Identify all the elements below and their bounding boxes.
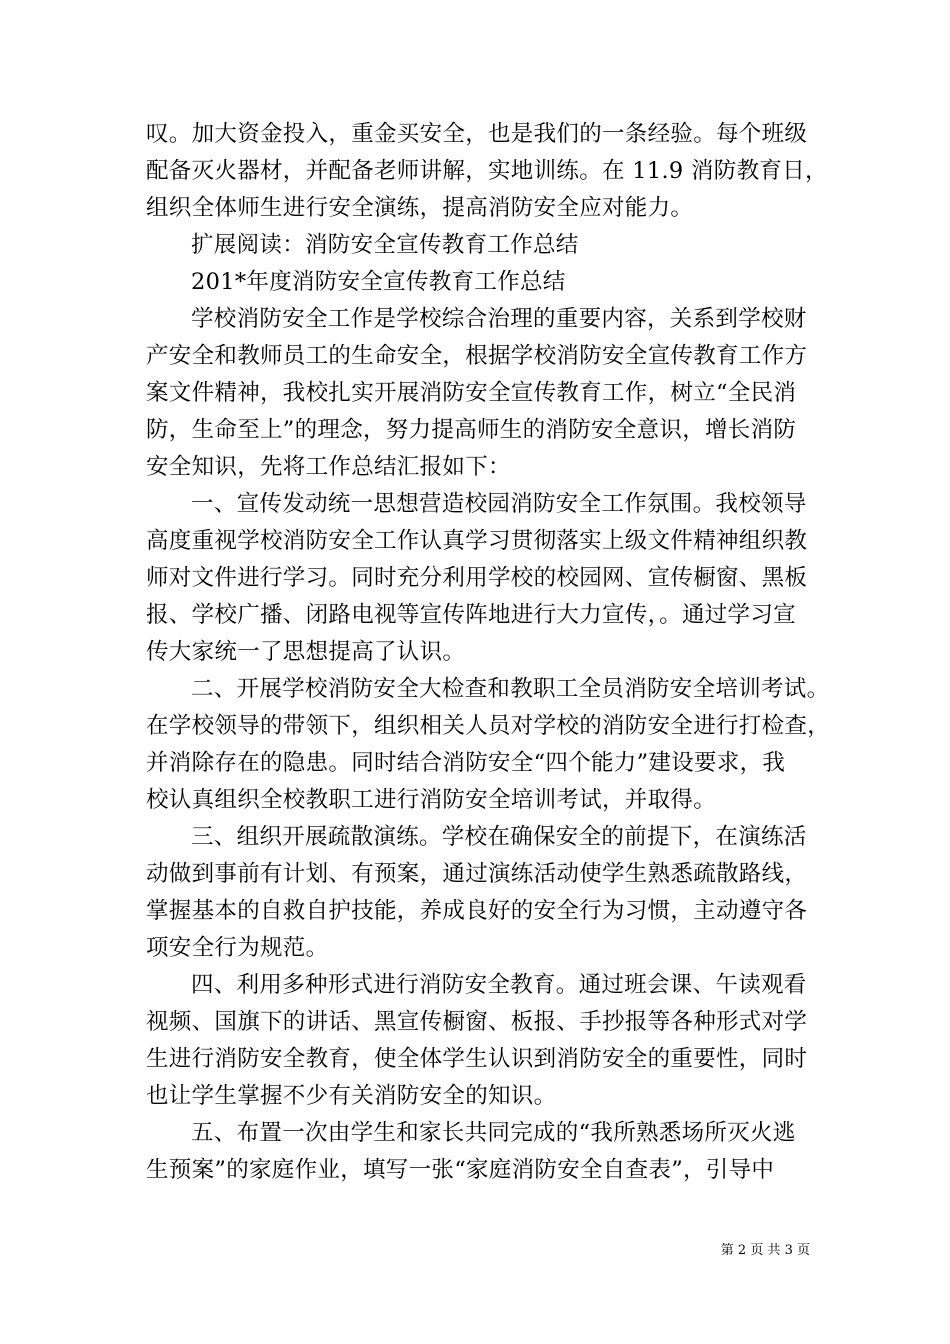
text-line: 案文件精神，我校扎实开展消防安全宣传教育工作，树立“全民消 xyxy=(146,380,797,406)
text-line: 校认真组织全校教职工进行消防安全培训考试，并取得。 xyxy=(146,787,717,813)
text-line: 生预案”的家庭作业，填写一张“家庭消防安全自查表”，引导中 xyxy=(146,1157,775,1183)
text-line: 视频、国旗下的讲话、黑宣传橱窗、板报、手抄报等各种形式对学 xyxy=(146,1009,808,1035)
text-line: 高度重视学校消防安全工作认真学习贯彻落实上级文件精神组织教 xyxy=(146,528,808,554)
text-line: 师对文件进行学习。同时充分利用学校的校园网、宣传橱窗、黑板 xyxy=(146,565,808,591)
text-line: 并消除存在的隐患。同时结合消防安全“四个能力”建设要求，我 xyxy=(146,750,786,776)
text-line: 安全知识，先将工作总结汇报如下： xyxy=(146,454,511,480)
report-title: 201*年度消防安全宣传教育工作总结 xyxy=(191,269,566,295)
text-line: 传大家统一了思想提高了认识。 xyxy=(146,639,466,665)
extended-reading-heading: 扩展阅读：消防安全宣传教育工作总结 xyxy=(191,232,579,258)
text-line: 组织全体师生进行安全演练，提高消防安全应对能力。 xyxy=(146,195,694,221)
text-line: 也让学生掌握不少有关消防安全的知识。 xyxy=(146,1083,557,1109)
text-line: 动做到事前有计划、有预案，通过演练活动使学生熟悉疏散路线， xyxy=(146,861,808,887)
text-line: 配备灭火器材，并配备老师讲解，实地训练。在 11.9 消防教育日， xyxy=(146,158,828,184)
section-four-heading: 四、利用多种形式进行消防安全教育。通过班会课、午读观看 xyxy=(191,972,807,998)
text-line: 报、学校广播、闭路电视等宣传阵地进行大力宣传，。通过学习宣 xyxy=(146,602,796,628)
section-one-heading: 一、宣传发动统一思想营造校园消防安全工作氛围。我校领导 xyxy=(191,491,807,517)
section-two-heading: 二、开展学校消防安全大检查和教职工全员消防安全培训考试。 xyxy=(191,676,830,702)
document-body xyxy=(146,116,831,1189)
section-three-heading: 三、组织开展疏散演练。学校在确保安全的前提下，在演练活 xyxy=(191,824,807,850)
text-line: 在学校领导的带领下，组织相关人员对学校的消防安全进行打检查， xyxy=(146,713,831,739)
text-line: 叹。加大资金投入，重金买安全，也是我们的一条经验。每个班级 xyxy=(146,121,808,147)
section-five-heading: 五、布置一次由学生和家长共同完成的“我所熟悉场所灭火逃 xyxy=(191,1120,796,1146)
text-line: 学校消防安全工作是学校综合治理的重要内容，关系到学校财 xyxy=(191,306,807,332)
page-number: 第 2 页 共 3 页 xyxy=(720,1243,810,1258)
text-line: 项安全行为规范。 xyxy=(146,935,329,961)
text-line: 防，生命至上”的理念，努力提高师生的消防安全意识，增长消防 xyxy=(146,417,797,443)
text-line: 生进行消防安全教育，使全体学生认识到消防安全的重要性，同时 xyxy=(146,1046,808,1072)
text-line: 产安全和教师员工的生命安全，根据学校消防安全宣传教育工作方 xyxy=(146,343,808,369)
text-line: 掌握基本的自救自护技能，养成良好的安全行为习惯，主动遵守各 xyxy=(146,898,808,924)
